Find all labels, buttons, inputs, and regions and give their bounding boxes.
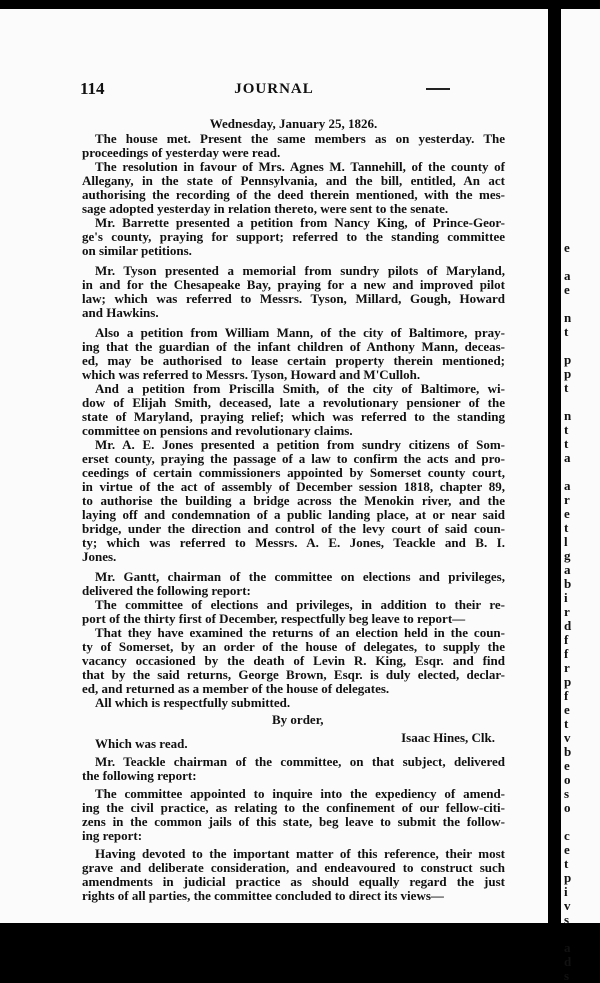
text-line: amendments in judicial practice as should equally regard the just — [82, 874, 505, 889]
fragment-letter — [564, 815, 594, 829]
text-line: authorising the recording of the deed therein mentioned, with the mes- — [82, 187, 505, 202]
fragment-letter: i — [564, 590, 568, 605]
paragraph — [82, 598, 505, 626]
text-line: Mr. Teackle chairman of the committee, on that subject, delivered — [95, 754, 505, 769]
fragment-letter: e — [564, 702, 570, 717]
page-body — [82, 117, 505, 903]
text-line: the following report: — [82, 768, 197, 783]
text-line: ing report: — [82, 828, 143, 843]
facing-page-letters — [564, 241, 594, 983]
fragment-letter: t — [564, 422, 569, 437]
paragraph — [82, 382, 505, 438]
paragraph — [82, 755, 505, 783]
text-line: That they have examined the returns of an election held in the coun- — [95, 625, 505, 640]
fragment-letter: a — [564, 478, 571, 493]
text-line: By order, — [272, 712, 324, 727]
text-line: Mr. Barrette presented a petition from Nancy King, of Prince-Geor- — [95, 215, 505, 230]
text-line: Which was read. — [95, 736, 188, 751]
text-line: Allegany, in the state of Pennsylvania, and the bill, entitled, An act — [82, 173, 505, 188]
text-line: Having devoted to the important matter of this reference, their most — [95, 846, 505, 861]
fragment-letter — [564, 927, 594, 941]
text-line: zens in the common jails of this state, beg leave to submit the follow- — [82, 814, 505, 829]
fragment-letter: t — [564, 520, 569, 535]
paragraph — [82, 570, 505, 598]
fragment-letter: t — [564, 324, 569, 339]
fragment-letter: d — [564, 954, 572, 969]
text-line: delivered the following report: — [82, 583, 251, 598]
text-line: port of the thirty first of December, respectfully beg leave to report— — [82, 611, 466, 626]
fragment-letter: n — [564, 408, 572, 423]
fragment-letter — [564, 465, 594, 479]
text-line: ed, may be authorised to lease certain property therein mentioned; — [82, 353, 505, 368]
text-line: state of Maryland, praying relief; which was referred to the standing — [82, 409, 505, 424]
text-line: vacancy occasioned by the death of Levin R. King, Esqr. and find — [82, 653, 505, 668]
running-title: JOURNAL — [234, 81, 314, 97]
fragment-letter: v — [564, 898, 571, 913]
text-line: that by the said returns, George Brown, Esqr. is duly elected, declar- — [82, 667, 505, 682]
fragment-letter — [564, 395, 594, 409]
paragraph — [82, 216, 505, 258]
text-line: on similar petitions. — [82, 243, 192, 258]
text-line: grave and deliberate consideration, and endeavoured to construct such — [82, 860, 505, 875]
text-line: The house met. Present the same members as on yesterday. The — [95, 131, 505, 146]
fragment-letter: a — [564, 562, 571, 577]
page-number: 114 — [80, 79, 105, 98]
journal-page — [0, 9, 548, 923]
fragment-letter: f — [564, 688, 569, 703]
text-line: Also a petition from William Mann, of the city of Baltimore, pray- — [95, 325, 505, 340]
text-line: The committee of elections and privileges, in addition to their re- — [95, 597, 505, 612]
text-line: ty of Somerset, by an order of the house of delegates, to supply the — [82, 639, 505, 654]
text-line: ed, and returned as a member of the house of delegates. — [82, 681, 390, 696]
text-line: Mr. Tyson presented a memorial from sundry pilots of Maryland, — [95, 263, 505, 278]
fragment-letter: o — [564, 772, 571, 787]
text-line: law; which was referred to Messrs. Tyson, Millard, Gough, Howard — [82, 291, 505, 306]
fragment-letter — [564, 339, 594, 353]
fragment-letter: o — [564, 800, 571, 815]
fragment-letter: e — [564, 506, 570, 521]
fragment-letter: t — [564, 716, 569, 731]
fragment-letter: s — [564, 912, 570, 927]
text-line: And a petition from Priscilla Smith, of the city of Baltimore, wi- — [95, 381, 505, 396]
text-line: ing the civil practice, as relating to the confinement of our fellow-citi- — [82, 800, 505, 815]
text-line: bridge, under the direction and control of the levy court of said coun- — [82, 521, 505, 536]
fragment-letter: e — [564, 240, 570, 255]
paragraph — [82, 132, 505, 160]
fragment-letter: f — [564, 632, 569, 647]
fragment-letter: p — [564, 870, 572, 885]
paragraph — [82, 326, 505, 382]
text-line: which was referred to Messrs. Tyson, Howard and M'Culloh. — [82, 367, 421, 382]
text-line: Jones. — [82, 549, 117, 564]
fragment-letter: s — [564, 786, 570, 801]
fragment-letter: p — [564, 352, 572, 367]
paragraph — [82, 696, 505, 710]
paragraph — [82, 847, 505, 903]
text-line: Isaac Hines, Clk. — [401, 730, 495, 745]
text-line: All which is respectfully submitted. — [95, 695, 291, 710]
text-line: sage adopted yesterday in relation thereto, were sent to the senate. — [82, 201, 449, 216]
paragraph — [82, 264, 505, 320]
text-line: Mr. A. E. Jones presented a petition from sundry citizens of Som- — [95, 437, 505, 452]
fragment-letter: r — [564, 660, 570, 675]
paragraph — [82, 438, 505, 564]
fragment-letter: c — [564, 828, 570, 843]
text-line: Mr. Gantt, chairman of the committee on elections and privileges, — [95, 569, 505, 584]
text-line: dow of Elijah Smith, deceased, late a revolutionary pensioner of the — [82, 395, 505, 410]
fragment-letter: p — [564, 366, 572, 381]
fragment-letter: n — [564, 310, 572, 325]
fragment-letter: r — [564, 492, 570, 507]
text-line: ing that the guardian of the infant children of Anthony Mann, deceas- — [82, 339, 505, 354]
fragment-letter: e — [564, 842, 570, 857]
fragment-letter: b — [564, 576, 572, 591]
fragment-letter: a — [564, 940, 571, 955]
text-line: in and for the Chesapeake Bay, praying for a new and improved pilot — [82, 277, 505, 292]
fragment-letter: a — [564, 450, 571, 465]
text-line: to authorise the building a bridge across the Menokin river, and the — [82, 493, 505, 508]
fragment-letter: t — [564, 856, 569, 871]
fragment-letter: v — [564, 730, 571, 745]
header-rule — [426, 88, 450, 90]
paragraph — [82, 160, 505, 216]
paragraph — [82, 787, 505, 843]
facing-page-fragment — [561, 9, 600, 983]
text-line: ty; which was referred to Messrs. A. E. Jones, Teackle and B. I. — [82, 535, 505, 550]
fragment-letter: e — [564, 282, 570, 297]
text-line: laying off and condemnation of a public landing place, at or near said — [82, 507, 505, 522]
paragraph — [82, 117, 505, 131]
fragment-letter — [564, 255, 594, 269]
text-line: committee on pensions and revolutionary claims. — [82, 423, 353, 438]
text-line: proceedings of yesterday were read. — [82, 145, 281, 160]
fragment-letter — [564, 297, 594, 311]
text-line: The resolution in favour of Mrs. Agnes M. Tannehill, of the county of — [95, 159, 505, 174]
fragment-letter: f — [564, 646, 569, 661]
fragment-letter: d — [564, 618, 572, 633]
text-line: The committee appointed to inquire into the expediency of amend- — [95, 786, 505, 801]
fragment-letter: g — [564, 548, 571, 563]
text-line: in virtue of the act of assembly of December session 1818, chapter 89, — [82, 479, 505, 494]
text-line: ge's county, praying for support; referred to the standing committee — [82, 229, 505, 244]
fragment-letter: t — [564, 436, 569, 451]
fragment-letter: s — [564, 968, 570, 983]
text-line: ceedings of certain commissioners appointed by Somerset county court, — [82, 465, 505, 480]
fragment-letter: p — [564, 674, 572, 689]
fragment-letter: e — [564, 758, 570, 773]
text-line: rights of all parties, the committee concluded to direct its views— — [82, 888, 444, 903]
fragment-letter: l — [564, 534, 568, 549]
fragment-letter: a — [564, 268, 571, 283]
paragraph — [82, 713, 505, 727]
text-line: Wednesday, January 25, 1826. — [209, 116, 378, 131]
text-line: and Hawkins. — [82, 305, 159, 320]
fragment-letter: i — [564, 884, 568, 899]
text-line: erset county, praying the passage of a law to confirm the acts and pro- — [82, 451, 505, 466]
paragraph — [82, 626, 505, 696]
fragment-letter: b — [564, 744, 572, 759]
fragment-letter: t — [564, 380, 569, 395]
fragment-letter: r — [564, 604, 570, 619]
